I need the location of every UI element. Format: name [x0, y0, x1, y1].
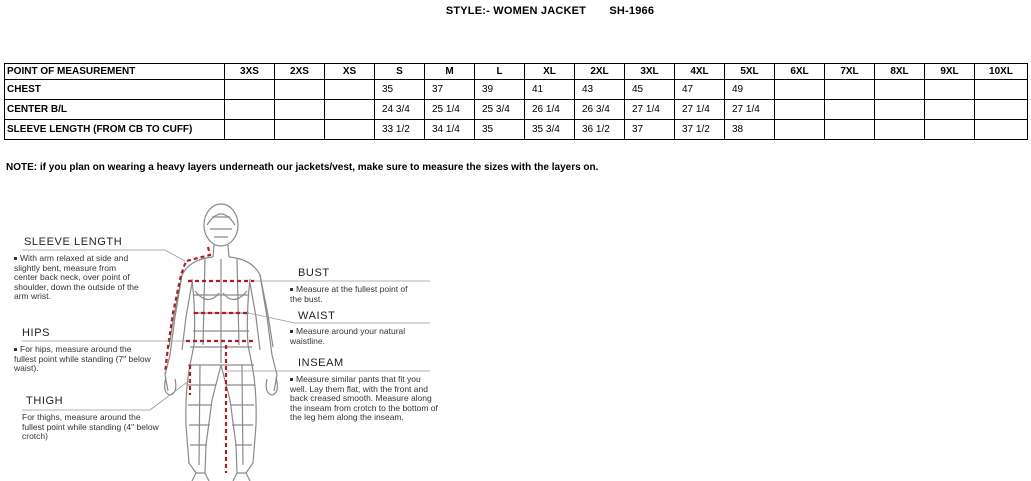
table-cell: [225, 120, 275, 140]
waist-desc: [290, 327, 420, 346]
table-cell: 35 3/4: [525, 120, 575, 140]
body-outline: [165, 204, 278, 481]
table-cell: [325, 100, 375, 120]
table-cell: 25 1/4: [425, 100, 475, 120]
table-cell: 24 3/4: [375, 100, 425, 120]
table-cell: [975, 100, 1028, 120]
table-cell: [325, 80, 375, 100]
column-header-size: 2XS: [275, 64, 325, 80]
table-cell: 49: [725, 80, 775, 100]
sleeve-length-title: SLEEVE LENGTH: [24, 236, 123, 248]
table-cell: 27 1/4: [625, 100, 675, 120]
column-header-pom: POINT OF MEASUREMENT: [5, 64, 225, 80]
hips-desc-text: For hips, measure around the fullest point while standing (7" below waist).: [14, 344, 151, 373]
sleeve-length-desc: [14, 254, 139, 302]
column-header-size: 4XL: [675, 64, 725, 80]
row-label: SLEEVE LENGTH (FROM CB TO CUFF): [5, 120, 225, 140]
thigh-title: THIGH: [26, 395, 64, 407]
table-cell: 47: [675, 80, 725, 100]
column-header-size: L: [475, 64, 525, 80]
bullet-icon: [14, 257, 17, 260]
table-cell: [925, 120, 975, 140]
table-cell: 36 1/2: [575, 120, 625, 140]
column-header-size: XL: [525, 64, 575, 80]
table-cell: 26 3/4: [575, 100, 625, 120]
sleeve-length-desc-text: With arm relaxed at side and slightly bent, measure from center back neck, over point of shoulder, down the outside of the arm wrist.: [14, 253, 139, 301]
waist-title: WAIST: [298, 310, 336, 322]
table-cell: [925, 80, 975, 100]
table-cell: 37 1/2: [675, 120, 725, 140]
table-cell: 35: [375, 80, 425, 100]
table-cell: 45: [625, 80, 675, 100]
inseam-desc: [290, 375, 438, 423]
column-header-size: S: [375, 64, 425, 80]
bullet-icon: [290, 378, 293, 381]
table-cell: 37: [625, 120, 675, 140]
waist-desc-text: Measure around your natural waistline.: [290, 326, 406, 346]
table-cell: [825, 100, 875, 120]
bust-title: BUST: [298, 267, 330, 279]
table-row: [5, 120, 1028, 140]
table-cell: [775, 80, 825, 100]
table-cell: 27 1/4: [725, 100, 775, 120]
table-row: [5, 100, 1028, 120]
page-title: [0, 5, 1031, 17]
table-cell: 35: [475, 120, 525, 140]
table-cell: [325, 120, 375, 140]
table-cell: [825, 80, 875, 100]
column-header-size: 3XL: [625, 64, 675, 80]
table-cell: [875, 120, 925, 140]
table-cell: [925, 100, 975, 120]
column-header-size: 6XL: [775, 64, 825, 80]
column-header-size: 5XL: [725, 64, 775, 80]
table-cell: [875, 100, 925, 120]
column-header-size: XS: [325, 64, 375, 80]
column-header-size: 7XL: [825, 64, 875, 80]
table-cell: 41: [525, 80, 575, 100]
hips-title: HIPS: [22, 327, 51, 339]
table-cell: [775, 120, 825, 140]
table-cell: 38: [725, 120, 775, 140]
inseam-title: INSEAM: [298, 357, 344, 369]
table-cell: 25 3/4: [475, 100, 525, 120]
bullet-icon: [290, 288, 293, 291]
table-cell: [975, 120, 1028, 140]
style-code: SH-1966: [609, 5, 655, 17]
size-chart-table: [4, 63, 1028, 140]
table-cell: 39: [475, 80, 525, 100]
hips-desc: [14, 345, 152, 374]
table-cell: [275, 100, 325, 120]
row-label: CENTER B/L: [5, 100, 225, 120]
table-cell: [225, 100, 275, 120]
column-header-size: 10XL: [975, 64, 1028, 80]
table-cell: [775, 100, 825, 120]
bust-desc-text: Measure at the fullest point of the bust.: [290, 284, 408, 304]
table-cell: [975, 80, 1028, 100]
table-cell: [275, 80, 325, 100]
bullet-icon: [14, 348, 17, 351]
thigh-desc: For thighs, measure around the fullest point while standing (4" below crotch): [22, 412, 159, 441]
table-cell: [875, 80, 925, 100]
table-row: [5, 80, 1028, 100]
table-cell: 34 1/4: [425, 120, 475, 140]
table-cell: [275, 120, 325, 140]
column-header-size: M: [425, 64, 475, 80]
style-label: STYLE:- WOMEN JACKET: [445, 5, 587, 17]
column-header-size: 9XL: [925, 64, 975, 80]
table-cell: 43: [575, 80, 625, 100]
table-cell: 27 1/4: [675, 100, 725, 120]
table-cell: 37: [425, 80, 475, 100]
table-cell: [825, 120, 875, 140]
row-label: CHEST: [5, 80, 225, 100]
table-cell: 33 1/2: [375, 120, 425, 140]
column-header-size: 3XS: [225, 64, 275, 80]
note-text: NOTE: if you plan on wearing a heavy layers underneath our jackets/vest, make sure to measure the sizes with the layers on.: [6, 162, 599, 173]
table-cell: 26 1/4: [525, 100, 575, 120]
column-header-size: 8XL: [875, 64, 925, 80]
column-header-size: 2XL: [575, 64, 625, 80]
table-header-row: [5, 64, 1028, 80]
bust-desc: [290, 285, 420, 304]
table-cell: [225, 80, 275, 100]
measurement-guide: [0, 195, 1031, 481]
bullet-icon: [290, 330, 293, 333]
inseam-desc-text: Measure similar pants that fit you well. Lay them flat, with the front and back creased smooth. Measure along the inseam from crotch to the bottom of the leg hem along the inseam.: [290, 374, 438, 422]
